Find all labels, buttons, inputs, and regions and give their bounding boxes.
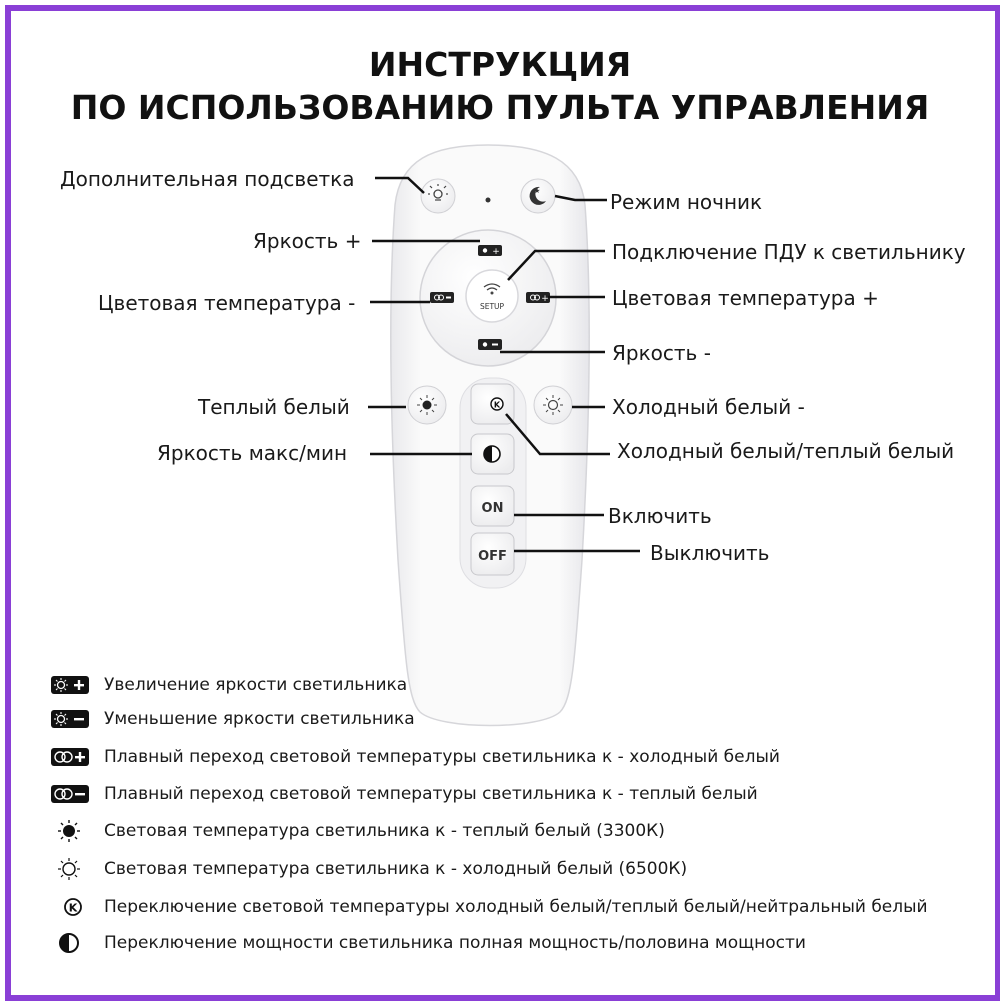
brightness-up-icon [50,672,92,698]
setup-label: SETUP [479,302,505,311]
label-brightness-max-min: Яркость макс/мин [157,441,348,465]
extra-backlight-button [421,179,455,213]
on-button [471,486,514,526]
label-color-temp-minus: Цветовая температура - [98,291,356,315]
warm-white-button [408,386,446,424]
svg-text:+: + [541,294,549,304]
legend-row-warm-sun [50,817,665,845]
legend-row-cold-sun [50,855,687,883]
legend-row-brightness-up [50,671,407,699]
label-extra-backlight: Дополнительная подсветка [60,167,355,191]
label-night-mode: Режим ночник [610,190,763,214]
legend-text: Переключение световой температуры холодный белый/теплый белый/нейтральный белый [104,897,928,917]
svg-text:★: ★ [534,187,541,195]
brightness-max-min-button [471,434,514,474]
legend-row-half-circle [50,929,806,957]
title-line-1: ИНСТРУКЦИЯ [368,45,632,84]
label-warm-white: Теплый белый [198,395,350,419]
legend-text: Плавный переход световой температуры светильника к - теплый белый [104,784,758,804]
label-pairing: Подключение ПДУ к светильнику [612,240,966,264]
legend-text: Увеличение яркости светильника [104,675,408,695]
label-brightness-minus: Яркость - [612,341,711,365]
brightness-down-icon [50,706,92,732]
half-circle-icon [50,930,92,956]
night-mode-button [521,179,555,213]
legend-text: Световая температура светильника к - теплый белый (3300К) [104,821,665,841]
legend-text: Плавный переход световой температуры светильника к - холодный белый [104,747,780,767]
color-temp-down-icon [50,781,92,807]
svg-text:+: + [492,247,500,257]
legend-row-k-switch [50,893,928,921]
svg-text:K: K [493,400,501,410]
label-cold-white: Холодный белый - [612,395,805,419]
legend-row-brightness-down [50,705,415,733]
label-brightness-plus: Яркость + [253,229,362,253]
status-led [486,198,491,203]
off-button [471,533,514,575]
legend-row-color-temp-up [50,743,780,771]
label-turn-on: Включить [608,504,712,528]
k-switch-icon [50,894,92,920]
cold-white-button [534,386,572,424]
svg-text:OFF: OFF [478,549,507,564]
legend-text: Переключение мощности светильника полная мощность/половина мощности [104,933,806,953]
color-temp-up-icon [50,744,92,770]
color-temp-up-key [526,292,550,304]
title-line-2: ПО ИСПОЛЬЗОВАНИЮ ПУЛЬТА УПРАВЛЕНИЯ [70,88,930,127]
legend-text: Световая температура светильника к - холодный белый (6500К) [104,859,688,879]
color-temp-down-key [430,292,454,303]
k-switch-button [471,384,514,424]
cold-sun-icon [50,856,92,882]
brightness-down-key [478,339,502,350]
brightness-up-key [478,245,502,257]
label-turn-off: Выключить [650,541,770,565]
svg-text:K: K [68,901,78,915]
label-color-temp-plus: Цветовая температура + [612,286,879,310]
legend-text: Уменьшение яркости светильника [104,709,415,729]
legend-row-color-temp-down [50,780,758,808]
label-cold-warm-white: Холодный белый/теплый белый [617,439,955,463]
warm-sun-icon [50,818,92,844]
svg-text:ON: ON [481,501,504,516]
